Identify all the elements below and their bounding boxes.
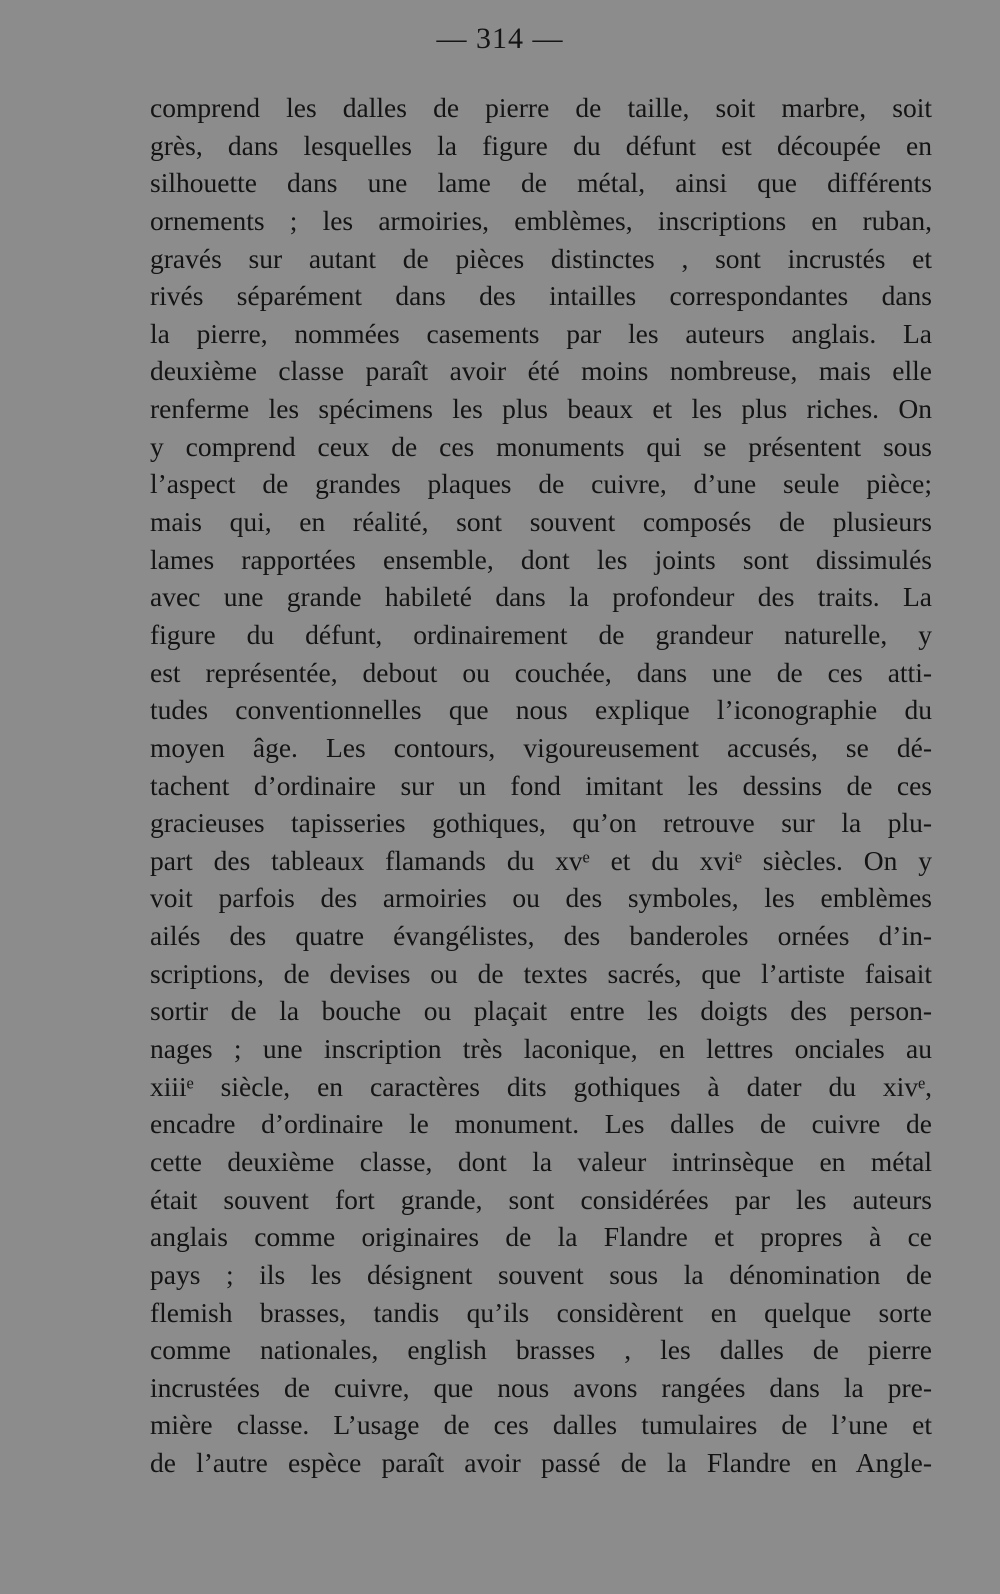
text-line: tudes conventionnelles que nous explique l’iconographie du (150, 694, 932, 726)
text-line: flemish brasses, tandis qu’ils considèrent en quelque sorte (150, 1296, 932, 1328)
text-line: incrustées de cuivre, que nous avons rangées dans la pre- (150, 1371, 932, 1403)
text-line: part des tableaux flamands du xvᵉ et du xviᵉ siècles. On y (150, 844, 932, 876)
text-line: ornements ; les armoiries, emblèmes, inscriptions en ruban, (150, 204, 932, 236)
text-line: xiiiᵉ siècle, en caractères dits gothiques à dater du xivᵉ, (150, 1070, 932, 1102)
text-line: renferme les spécimens les plus beaux et les plus riches. On (150, 393, 932, 425)
text-line: comprend les dalles de pierre de taille, soit marbre, soit (150, 92, 932, 123)
text-line: tachent d’ordinaire sur un fond imitant les dessins de ces (150, 769, 932, 801)
text-line: voit parfois des armoiries ou des symboles, les emblèmes (150, 882, 932, 914)
text-line: rivés séparément dans des intailles correspondantes dans (150, 280, 932, 312)
text-line: mais qui, en réalité, sont souvent composés de plusieurs (150, 506, 932, 538)
text-line: comme nationales, english brasses , les dalles de pierre (150, 1334, 932, 1366)
text-line: deuxième classe paraît avoir été moins nombreuse, mais elle (150, 355, 932, 387)
text-line: silhouette dans une lame de métal, ainsi que différents (150, 167, 932, 199)
text-line: ailés des quatre évangélistes, des banderoles ornées d’in- (150, 920, 932, 952)
text-line: gravés sur autant de pièces distinctes , sont incrustés et (150, 242, 932, 274)
text-line: grès, dans lesquelles la figure du défunt est découpée en (150, 129, 932, 161)
text-line: moyen âge. Les contours, vigoureusement accusés, se dé- (150, 731, 932, 763)
text-line: pays ; ils les désignent souvent sous la dénomination de (150, 1258, 932, 1290)
text-line: sortir de la bouche ou plaçait entre les doigts des person- (150, 995, 932, 1027)
text-line: l’aspect de grandes plaques de cuivre, d’une seule pièce; (150, 468, 932, 500)
text-line: nages ; une inscription très laconique, en lettres onciales au (150, 1033, 932, 1065)
text-line: anglais comme originaires de la Flandre et propres à ce (150, 1221, 932, 1253)
text-line: la pierre, nommées casements par les auteurs anglais. La (150, 317, 932, 349)
text-line: mière classe. L’usage de ces dalles tumulaires de l’une et (150, 1409, 932, 1441)
text-line: avec une grande habileté dans la profondeur des traits. La (150, 581, 932, 613)
text-line: encadre d’ordinaire le monument. Les dalles de cuivre de (150, 1108, 932, 1140)
text-line: était souvent fort grande, sont considérées par les auteurs (150, 1183, 932, 1215)
text-line: gracieuses tapisseries gothiques, qu’on retrouve sur la plu- (150, 807, 932, 839)
body-text (150, 89, 932, 1482)
text-line: de l’autre espèce paraît avoir passé de la Flandre en Angle- (150, 1447, 932, 1479)
text-line: figure du défunt, ordinairement de grandeur naturelle, y (150, 618, 932, 650)
text-line: cette deuxième classe, dont la valeur intrinsèque en métal (150, 1145, 932, 1177)
text-line: lames rapportées ensemble, dont les joints sont dissimulés (150, 543, 932, 575)
page-number: — 314 — (436, 22, 564, 55)
text-line: est représentée, debout ou couchée, dans une de ces atti- (150, 656, 932, 688)
text-line: y comprend ceux de ces monuments qui se présentent sous (150, 430, 932, 462)
text-line: scriptions, de devises ou de textes sacrés, que l’artiste faisait (150, 957, 932, 989)
